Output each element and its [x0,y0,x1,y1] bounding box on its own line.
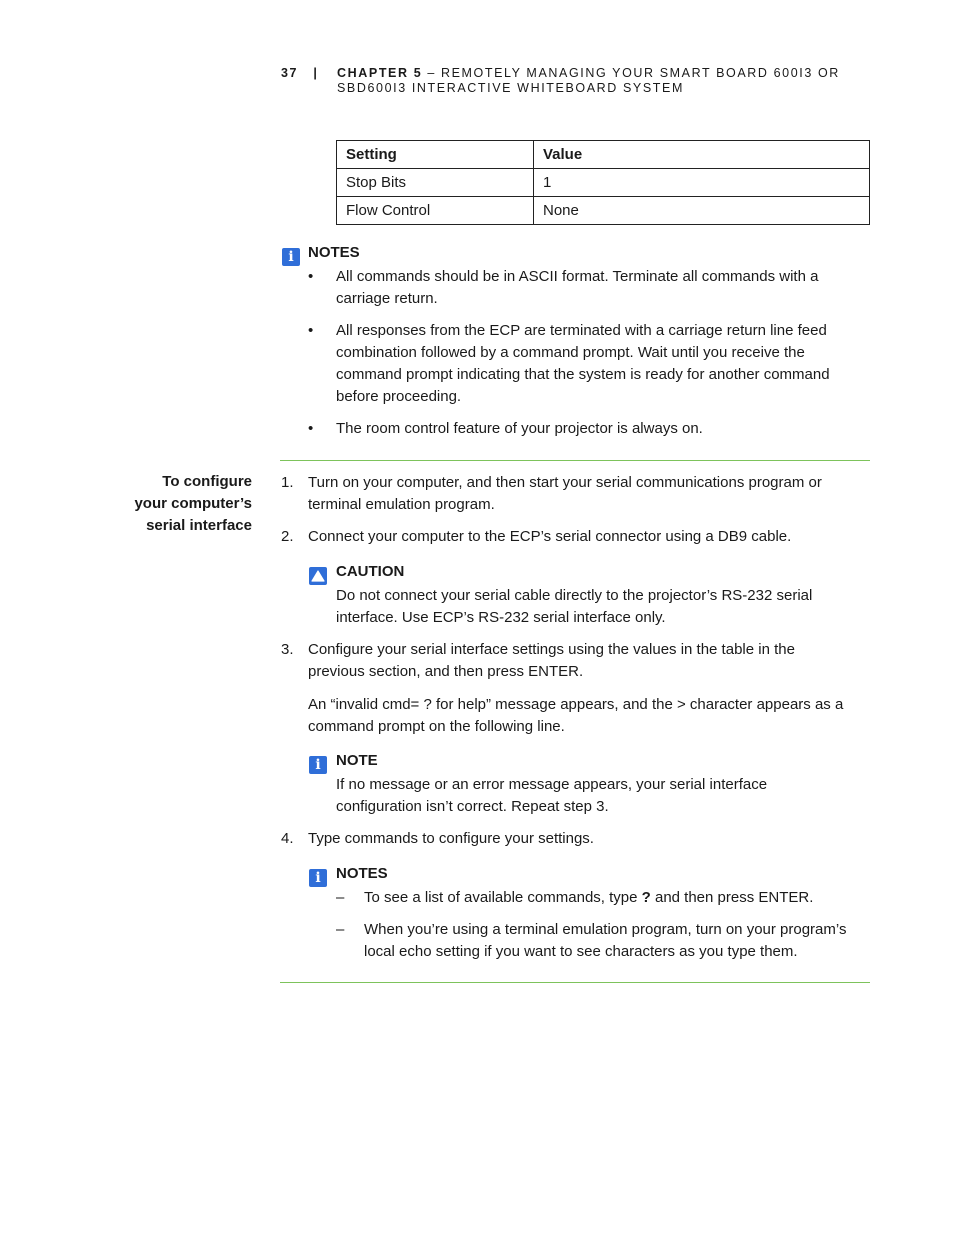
bullet-marker: • [308,268,314,285]
table-header-row [337,141,870,169]
info-icon: i [309,869,327,887]
procedure-heading: To configure your computer’s serial interface [134,473,252,534]
notes-heading: NOTES [308,244,360,261]
table-cell: 1 [534,169,870,197]
bullet-marker: • [308,322,314,339]
table-cell: None [534,197,870,225]
table-cell: Stop Bits [337,169,534,197]
note-text: If no message or an error message appears, your serial interface configuration isn’t correct. Repeat step 3. [336,776,768,815]
note-item: The room control feature of your projector is always on. [336,420,703,437]
bullet-marker: • [308,420,314,437]
divider [280,982,870,983]
table-header-value: Value [534,141,870,169]
dash-marker: – [336,921,345,938]
step-text: Type commands to configure your settings. [308,830,594,847]
step-number: 2. [281,528,294,545]
caution-heading: CAUTION [336,563,405,580]
info-icon: i [309,756,327,774]
caution-icon [309,567,327,585]
table-header-setting: Setting [337,141,534,169]
note-item: To see a list of available commands, type ? and then press ENTER. [364,889,814,906]
chapter-title-line2: SBD600I3 INTERACTIVE WHITEBOARD SYSTEM [337,81,684,95]
running-header [281,66,881,96]
note-heading: NOTE [336,752,378,769]
dash-marker: – [336,889,345,906]
step-number: 1. [281,474,294,491]
step-number: 3. [281,641,294,658]
notes-heading: NOTES [336,865,388,882]
table-cell: Flow Control [337,197,534,225]
table-row [337,197,870,225]
divider [280,460,870,461]
info-icon: i [282,248,300,266]
settings-table [336,140,870,225]
table-row [337,169,870,197]
chapter-title-line1: – REMOTELY MANAGING YOUR SMART BOARD 600I3 OR [422,66,840,80]
caution-text: Do not connect your serial cable directly to the projector’s RS-232 serial interface. Use ECP’s RS-232 serial interface only. [336,587,813,626]
step-number: 4. [281,830,294,847]
step-text: Configure your serial interface settings using the values in the table in the previous section, and then press ENTER. [308,641,795,680]
chapter-label: CHAPTER 5 [337,66,423,80]
note-item: All responses from the ECP are terminated with a carriage return line feed combination followed by a command prompt. Wait until you receive the command prompt indicating that the system is ready for another command before proceeding. [336,322,830,405]
step-text: Connect your computer to the ECP’s serial connector using a DB9 cable. [308,528,792,545]
note-item: All commands should be in ASCII format. Terminate all commands with a carriage return. [336,268,819,307]
step-result: An “invalid cmd= ? for help” message appears, and the > character appears as a command prompt on the following line. [308,696,844,735]
note-item: When you’re using a terminal emulation program, turn on your program’s local echo setting if you want to see characters as you type them. [364,921,847,960]
step-text: Turn on your computer, and then start your serial communications program or terminal emulation program. [308,474,822,513]
page-number: 37 | [281,66,319,80]
